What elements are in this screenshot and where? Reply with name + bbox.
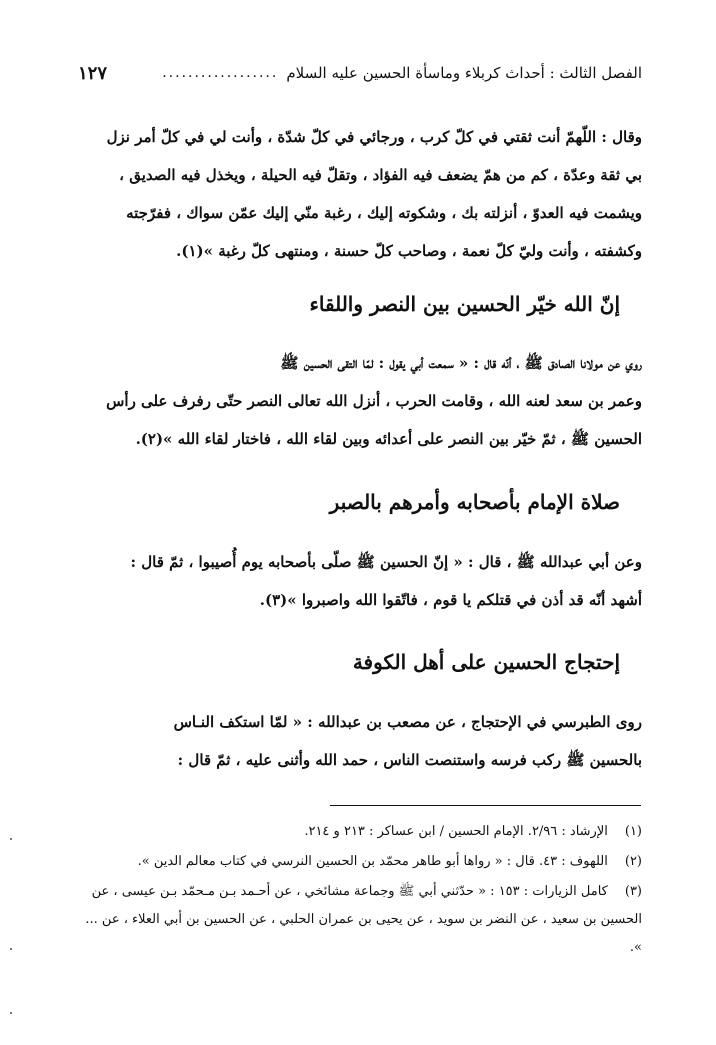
footnote-text: الإرشاد : ٢/٩٦. الإمام الحسين / ابن عساكر : ٢١٣ و ٢١٤. xyxy=(304,824,608,839)
paragraph-line: بالحسين ﷺ ركب فرسه واستنصت الناس ، حمد الله وأثنى عليه ، ثمّ قال : xyxy=(177,751,642,769)
paragraph-prayer-companions xyxy=(74,543,642,619)
paragraph-line: وعمر بن سعد لعنه الله ، وقامت الحرب ، أنزل الله تعالى النصر حتّى رفرف على رأس xyxy=(106,392,642,410)
paragraph-line: ويشمت فيه العدوّ ، أنزلته بك ، وشكوته إليك ، رغبة منّي إليك عمّن سواك ، ففرّجته xyxy=(126,204,642,222)
footnote xyxy=(74,818,642,846)
footnote-separator xyxy=(330,805,641,806)
page-number: ١٢٧ xyxy=(78,62,108,84)
paragraph-line: بي ثقة وعدّة ، كم من همّ يضعف فيه الفؤاد ، وتقلّ فيه الحيلة ، ويخذل فيه الصديق ، xyxy=(119,166,642,184)
paragraph-line: روي عن مولانا الصادق ﷺ ، أنّه قال : « سمعت أبي يقول : لمّا التقى الحسين ﷺ xyxy=(280,354,642,372)
section-heading: إنّ الله خيّر الحسين بين النصر واللقاء xyxy=(309,292,620,316)
scan-speck xyxy=(10,838,12,840)
paragraph-line: أشهد أنّه قد أذن في قتلكم يا قوم ، فاتّقوا الله واصبروا »(٣). xyxy=(259,591,642,609)
footnote-text: كامل الزيارات : ١٥٣ : « حدّثني أبي ﷺ وجماعة مشائخي ، عن أحـمد بـن مـحمّد بـن عيسى ، عن الحسين بن سعيد ، عن النضر بن سويد ، عن يحيى بن عمران الحلبي ، عن الحسين بن أبي العلاء ، عن ... ». xyxy=(85,884,642,955)
footnote-text: اللهوف : ٤٣. قال : « رواها أبو طاهر محمّد بن الحسين النرسي في كتاب معالم الدين ». xyxy=(137,854,608,869)
chapter-title: الفصل الثالث : أحداث كربلاء وماسأة الحسين عليه السلام xyxy=(286,64,642,82)
footnote-number: (١) xyxy=(624,824,642,839)
paragraph-sadiq xyxy=(74,344,642,458)
paragraph-line: روى الطبرسي في الإحتجاج ، عن مصعب بن عبدالله : « لمّا استكف النـاس xyxy=(173,713,642,731)
running-header xyxy=(78,58,642,88)
paragraph-line: وكشفته ، وأنت وليّ كلّ نعمة ، وصاحب كلّ حسنة ، ومنتهى كلّ رغبة »(١). xyxy=(176,242,642,260)
scan-speck xyxy=(10,948,12,950)
footnote-number: (٢) xyxy=(624,854,642,869)
footnote-number: (٣) xyxy=(624,884,642,899)
paragraph-line: الحسين ﷺ ، ثمّ خيّر بين النصر على أعدائه وبين لقاء الله ، فاختار لقاء الله »(٢). xyxy=(135,430,642,448)
paragraph-ihtijaj xyxy=(74,703,642,779)
header-dot-leader: .................. xyxy=(162,65,279,81)
section-heading: صلاة الإمام بأصحابه وأمرهم بالصبر xyxy=(329,490,620,514)
paragraph-prayer xyxy=(74,118,642,270)
section-heading: إحتجاج الحسين على أهل الكوفة xyxy=(352,650,620,674)
paragraph-line: وقال : اللّهمّ أنت ثقتي في كلّ كرب ، ورجائي في كلّ شدّة ، وأنت لي في كلّ أمر نزل xyxy=(106,128,642,146)
paragraph-line: وعن أبي عبدالله ﷺ ، قال : « إنّ الحسين ﷺ صلّى بأصحابه يوم أُصيبوا ، ثمّ قال : xyxy=(130,553,642,571)
footnote xyxy=(74,848,642,876)
scan-speck xyxy=(10,1012,12,1014)
footnote xyxy=(74,878,642,962)
